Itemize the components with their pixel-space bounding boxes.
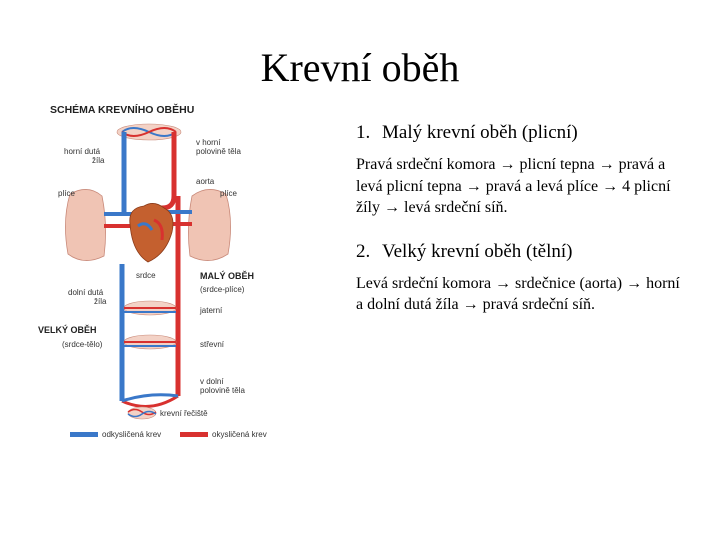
label-capillaries: krevní řečiště [160, 409, 208, 418]
legend-oxygenated: okysličená krev [212, 430, 267, 439]
text-content [356, 120, 686, 316]
section-1-text: Pravá srdeční komora → plicní tepna → pravá a levá plicní tepna → pravá a levá plíce → 4 plicní žíly → levá srdeční síň. [356, 156, 671, 216]
legend-swatch-oxygenated [180, 432, 208, 437]
svg-text:v horní [196, 138, 221, 147]
section-2-heading [356, 239, 686, 265]
label-small-circulation: MALÝ OBĚH [200, 271, 254, 281]
section-1-heading [356, 120, 686, 146]
circulation-diagram [30, 96, 290, 446]
section-2-title: Velký krevní oběh (tělní) [382, 240, 573, 262]
label-lower-half-1: v dolní [200, 377, 224, 386]
diagram-title: SCHÉMA KREVNÍHO OBĚHU [50, 104, 195, 116]
label-large-circulation-sub: (srdce-tělo) [62, 340, 103, 349]
legend-swatch-deoxygenated [70, 432, 98, 437]
slide-title: Krevní oběh [260, 45, 460, 90]
liver-capillaries [124, 301, 176, 315]
svg-text:polovině těla [196, 147, 241, 156]
section-1-number: 1. [356, 122, 371, 143]
section-1-title: Malý krevní oběh (plicní) [382, 122, 578, 143]
label-lungs-right: plíce [220, 189, 237, 198]
label-heart: srdce [136, 271, 156, 280]
heart [130, 203, 173, 262]
svg-text:polovině těla [200, 386, 245, 395]
svg-text:horní dutá [64, 147, 101, 156]
label-ivc-1: dolní dutá [68, 288, 104, 297]
diagram-legend [70, 430, 267, 439]
section-2-number: 2. [356, 240, 371, 262]
svg-text:dolní dutá [68, 288, 104, 297]
label-intestine: střevní [200, 340, 225, 349]
svg-text:v dolní [200, 377, 224, 386]
label-upper-half-1: v horní [196, 138, 221, 147]
label-liver: jaterní [200, 306, 223, 315]
svg-text:žíla [94, 297, 107, 306]
label-svc-1: horní dutá [64, 147, 101, 156]
label-svc-2: žíla [92, 156, 105, 165]
label-small-circulation-sub: (srdce-plíce) [200, 285, 245, 294]
diagram-labels [38, 138, 254, 418]
section-2-text: Levá srdeční komora → srdečnice (aorta) → horní a dolní dutá žíla → pravá srdeční síň. [356, 274, 680, 313]
svg-text:žíla [92, 156, 105, 165]
label-large-circulation: VELKÝ OBĚH [38, 325, 97, 335]
main-vessels [122, 132, 178, 401]
label-upper-half-2: polovině těla [196, 147, 241, 156]
label-lower-half-2: polovině těla [200, 386, 245, 395]
circulation-diagram-svg [30, 96, 290, 446]
label-ivc-2: žíla [94, 297, 107, 306]
label-lungs-left: plíce [58, 189, 75, 198]
legend-deoxygenated: odkysličená krev [102, 430, 162, 439]
intestine-capillaries [124, 335, 176, 349]
upper-capillaries [117, 124, 181, 140]
label-aorta: aorta [196, 177, 215, 186]
